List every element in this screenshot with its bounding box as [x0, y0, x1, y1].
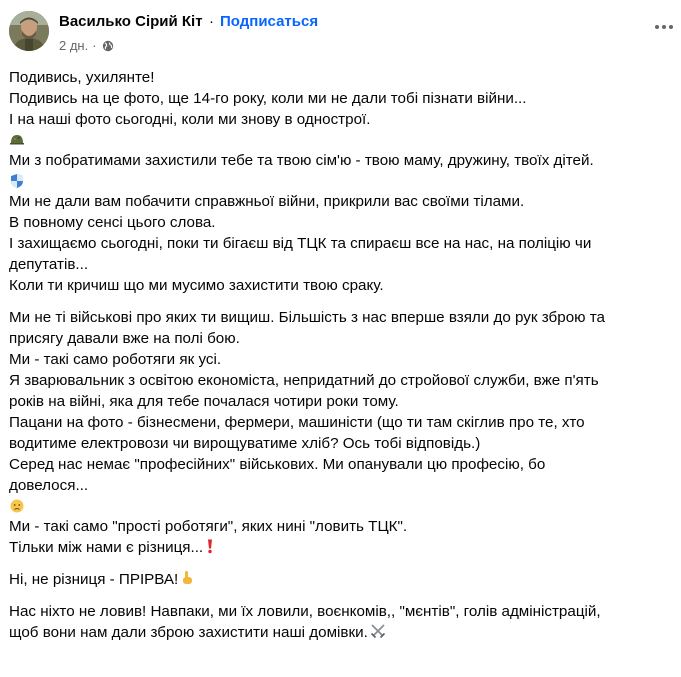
- text-line: І захищаємо сьогодні, поки ти бігаєш від ТЦК та спираєш все на нас, на поліцію чи: [9, 235, 592, 252]
- post-body: [9, 67, 674, 643]
- text-line: Я зварювальник з освітою економіста, непридатний до стройової служби, вже п'ять: [9, 372, 599, 389]
- more-options-icon[interactable]: [652, 19, 676, 35]
- text-line: Коли ти кричиш що ми мусимо захистити твою сраку.: [9, 277, 384, 294]
- text-line: Подивись, ухилянте!: [9, 69, 155, 86]
- follow-button[interactable]: Подписаться: [220, 13, 319, 30]
- soldier-avatar-icon: [9, 11, 49, 51]
- text-line: Пацани на фото - бізнесмени, фермери, машиністи (що ти там скіглив про те, хто: [9, 414, 585, 431]
- text-line: Серед нас немає "професійних" військових. Ми опанували цю професію, бо: [9, 456, 546, 473]
- post-header: [0, 0, 681, 60]
- text-line: І на наші фото сьогодні, коли ми знову в однострої.: [9, 111, 371, 128]
- text-line: Нас ніхто не ловив! Навпаки, ми їх ловили, воєнкомів,, "мєнтів", голів адміністрацій,: [9, 603, 601, 620]
- text-line: В повному сенсі цього слова.: [9, 214, 216, 231]
- post-time[interactable]: 2 дн.: [59, 38, 89, 53]
- text-line: щоб вони нам дали зброю захистити наші домівки.: [9, 624, 368, 641]
- name-separator: ·: [209, 13, 214, 30]
- red-exclamation-emoji: [205, 538, 215, 554]
- avatar[interactable]: [9, 11, 49, 51]
- military-helmet-emoji: [9, 132, 25, 148]
- text-line: Ми - такі само роботяги як усі.: [9, 351, 222, 368]
- text-line-with-emoji: [9, 569, 674, 590]
- text-line: присягу давали вже на полі бою.: [9, 330, 240, 347]
- meta-separator: ·: [92, 38, 97, 53]
- text-line: Ми не ті військові про яких ти вищиш. Більшість з нас вперше взяли до рук зброю та: [9, 309, 605, 326]
- text-line: років на війні, яка для тебе почалася чотири роки тому.: [9, 393, 399, 410]
- text-line-with-emoji: [9, 622, 674, 643]
- text-line: водитиме електровози чи вирощуватиме хліб? Ось тобі відповідь.): [9, 435, 481, 452]
- emoji-line: [9, 496, 674, 516]
- text-line: довелося...: [9, 477, 89, 494]
- text-line: Ми не дали вам побачити справжньої війни, прикрили вас своїми тілами.: [9, 193, 525, 210]
- crossed-swords-emoji: [370, 623, 386, 639]
- text-line: Ні, не різниця - ПРІРВА!: [9, 571, 179, 588]
- index-pointing-up-emoji: [180, 570, 194, 586]
- globe-icon[interactable]: [102, 40, 114, 52]
- text-line: Тільки між нами є різниця...: [9, 539, 204, 556]
- author-name[interactable]: Василько Сірий Кіт: [59, 13, 203, 30]
- post-meta: [59, 38, 114, 53]
- text-line: Ми - такі само "прості роботяги", яких нині "ловить ТЦК".: [9, 518, 408, 535]
- text-line-with-emoji: [9, 537, 674, 558]
- text-line: депутатів...: [9, 256, 89, 273]
- text-line: Подивись на це фото, ще 14-го року, коли ми не дали тобі пізнати війни...: [9, 90, 527, 107]
- emoji-line: [9, 171, 674, 191]
- text-line: Ми з побратимами захистили тебе та твою сім'ю - твою маму, дружину, твоїх дітей.: [9, 152, 594, 169]
- sad-face-emoji: [9, 498, 25, 514]
- shield-emoji: [9, 173, 25, 189]
- emoji-line: [9, 130, 674, 150]
